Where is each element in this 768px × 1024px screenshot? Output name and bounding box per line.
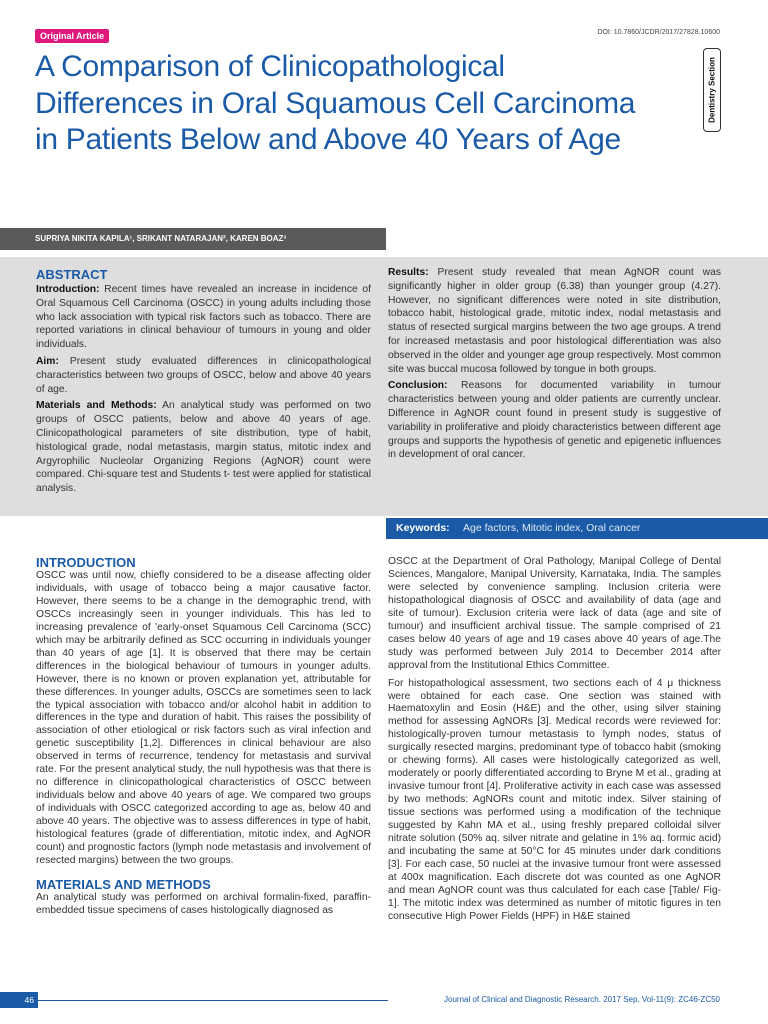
abstract-introduction-text: Recent times have revealed an increase in incidence of Oral Squamous Cell Carcinoma (OSCC) in young adults including those who lack association with typical risk factors such as tobacco. There are reported variations in clinical behaviour of tumours in young and older individuals. — [36, 284, 371, 351]
materials-text: An analytical study was performed on archival formalin-fixed, paraffin-embedded tissue specimens of cases histologically diagnosed as — [36, 891, 371, 916]
abstract-conclusion — [388, 379, 721, 462]
body-right-column — [388, 556, 721, 924]
keywords-bar — [386, 518, 768, 539]
authors-text: SUPRIYA NIKITA KAPILA¹, SRIKANT NATARAJAN², KAREN BOAZ³ — [35, 234, 287, 243]
section-label-text: Dentistry Section — [707, 57, 717, 123]
abstract-heading: ABSTRACT — [36, 267, 108, 282]
materials-heading: MATERIALS AND METHODS — [36, 876, 211, 892]
doi-text[interactable]: DOI: 10.7860/JCDR/2017/27828.10600 — [597, 29, 720, 36]
abstract-results-label: Results: — [388, 267, 429, 278]
footer-rule — [38, 1000, 388, 1001]
abstract-methods-text: An analytical study was performed on two groups of OSCC patients, below and above 40 years of age. Clinicopathological parameters of site distribution, type of habit, histological grade, nodal metastasis, margin status, mitotic index and Argyrophilic Nucleolar Organizing Regions (AgNOR) count were compared. Chi-square test and Students t- test were applied for statistical analysis. — [36, 400, 371, 495]
abstract-conclusion-text: Reasons for documented variability in tumour characteristics between young and older patients are currently unclear. Difference in AgNOR count found in present study is suggestive of variability in proliferative and ploidy characteristics between different age groups and supports the hypothesis of genetic and epigenetic influences in development of oral cancer. — [388, 380, 721, 461]
abstract-methods-label: Materials and Methods: — [36, 400, 157, 412]
page-number: 46 — [0, 992, 38, 1008]
right-paragraph-1: OSCC at the Department of Oral Pathology, Manipal College of Dental Sciences, Mangalore, Manipal University, Karnataka, India. The samples were selected by convenience sampling. Inclusion criteria were histopathological diagnosis of OSCC and availability of data (age and site of tumour). Exclusion criteria were lack of data (age and site of tumour) and insufficient archival tissue. The sample comprised of 21 cases below 40 years of age and 19 cases above 40 years of age.The study was performed between July 2014 to December 2014 after approval from the Institutional Ethics Committee. — [388, 556, 721, 671]
abstract-aim — [36, 355, 371, 396]
keywords-value: Age factors, Mitotic index, Oral cancer — [463, 522, 641, 534]
introduction-heading: INTRODUCTION — [36, 555, 136, 570]
authors-bar — [0, 228, 386, 250]
abstract-conclusion-label: Conclusion: — [388, 380, 448, 392]
section-label — [703, 48, 721, 132]
article-title: A Comparison of Clinicopathological Differences in Oral Squamous Cell Carcinoma in Patients Below and Above 40 Years of Age — [35, 50, 636, 156]
right-paragraph-2: For histopathological assessment, two sections each of 4 μ thickness were obtained for each case. One section was stained with Haematoxylin and Eosin (H&E) and the other, using silver staining method for assessing AgNORs [3]. Medical records were reviewed for: histologically-proven tumour metastasis to lymph nodes, status of surgically resected margins, predominant type of tobacco habit (smoking or chewing forms). All cases were histologically categorized as well, moderately or poorly differentiated according to Bryne M et al., grading at invasive tumour front [4]. Proliferative activity in each case was assessed by two methods: AgNORs count and mitotic index. Silver staining of tissue sections was performed using a modification of the technique suggested by Kahn MA et al., using freshly prepared colloidal silver nitrate solution (50% aq. silver nitrate and gelatine in 1% aq. formic acid) and incubating the same at 50°C for 45 minutes under dark conditions [3]. For each case, 50 nuclei at the invasive tumour front were assessed at 400x magnification. Each discrete dot was counted as one AgNOR and mean AgNOR count was thus calculated for each case [Table/ Fig-1]. The mitotic index was determined as number of mitotic figures in ten consecutive High Power Fields (HPF) in H&E stained — [388, 677, 721, 922]
abstract-right-column — [388, 266, 721, 462]
abstract-methods — [36, 399, 371, 496]
article-type-badge: Original Article — [35, 29, 109, 43]
abstract-results — [388, 266, 721, 376]
abstract-introduction-label: Introduction: — [36, 284, 100, 295]
abstract-left-column — [36, 283, 371, 496]
abstract-results-text: Present study revealed that mean AgNOR count was significantly higher in older group (6.38) than younger group (4.27). However, no significant differences were noted in site distribution, tobacco habit, histological grade, mitotic index, nodal metastasis and status of resected surgical margins between the two age groups. A trend for increased metastasis and poor histological differentiation was also observed in the older and younger age group respectively. Most common site was buccal mucosa followed by tongue in both groups. — [388, 267, 721, 375]
abstract-aim-label: Aim: — [36, 355, 59, 367]
journal-citation: Journal of Clinical and Diagnostic Research. 2017 Sep, Vol-11(9): ZC46-ZC50 — [444, 995, 720, 1004]
body-left-column — [36, 555, 371, 918]
abstract-aim-text: Present study evaluated differences in clinicopathological characteristics between two groups of OSCC, below and above 40 years of age. — [36, 355, 371, 395]
keywords-label: Keywords: — [396, 522, 450, 534]
abstract-introduction — [36, 283, 371, 352]
introduction-text: OSCC was until now, chiefly considered to be a disease affecting older individuals, with usage of tobacco being a major causative factor. However, there seems to be a change in the demographic trend, with OSCCs increasingly seen in younger individuals. This has led to increasing prevalence of 'early-onset Squamous Cell Carcinoma (SCC) which may be arbitrarily defined as SCC occurring in individuals younger than 40 years of age [1]. It is observed that there may be certain differences in the biological behaviour of tumours in younger adults. However, there is no known or proven explanation yet, attributable for these differences. In younger adults, OSCCs are sometimes seen to lack the typical association with tobacco and/or alcohol habit in addition to differences in the type and duration of habit. This raises the possibility of association of other etiological or risk factors such as viral infection and genetic susceptibility [1,2]. Differences in clinical behaviour are also observed in terms of recurrence, tendency for metastasis and survival rate. For the present analytical study, the null hypothesis was that there is no difference in clinicopathological characteristics of OSCC between individuals below and above 40 years of age. We compared two groups of individuals with OSCC categorized according to age as, below 40 and above 40 years. The objective was to assess differences in type of habit, histological features (grade of differentiation, mitotic index, and AgNOR count) and prognostic factors (lymph node metastasis and involvement of resected margins) between the two groups. — [36, 570, 371, 866]
